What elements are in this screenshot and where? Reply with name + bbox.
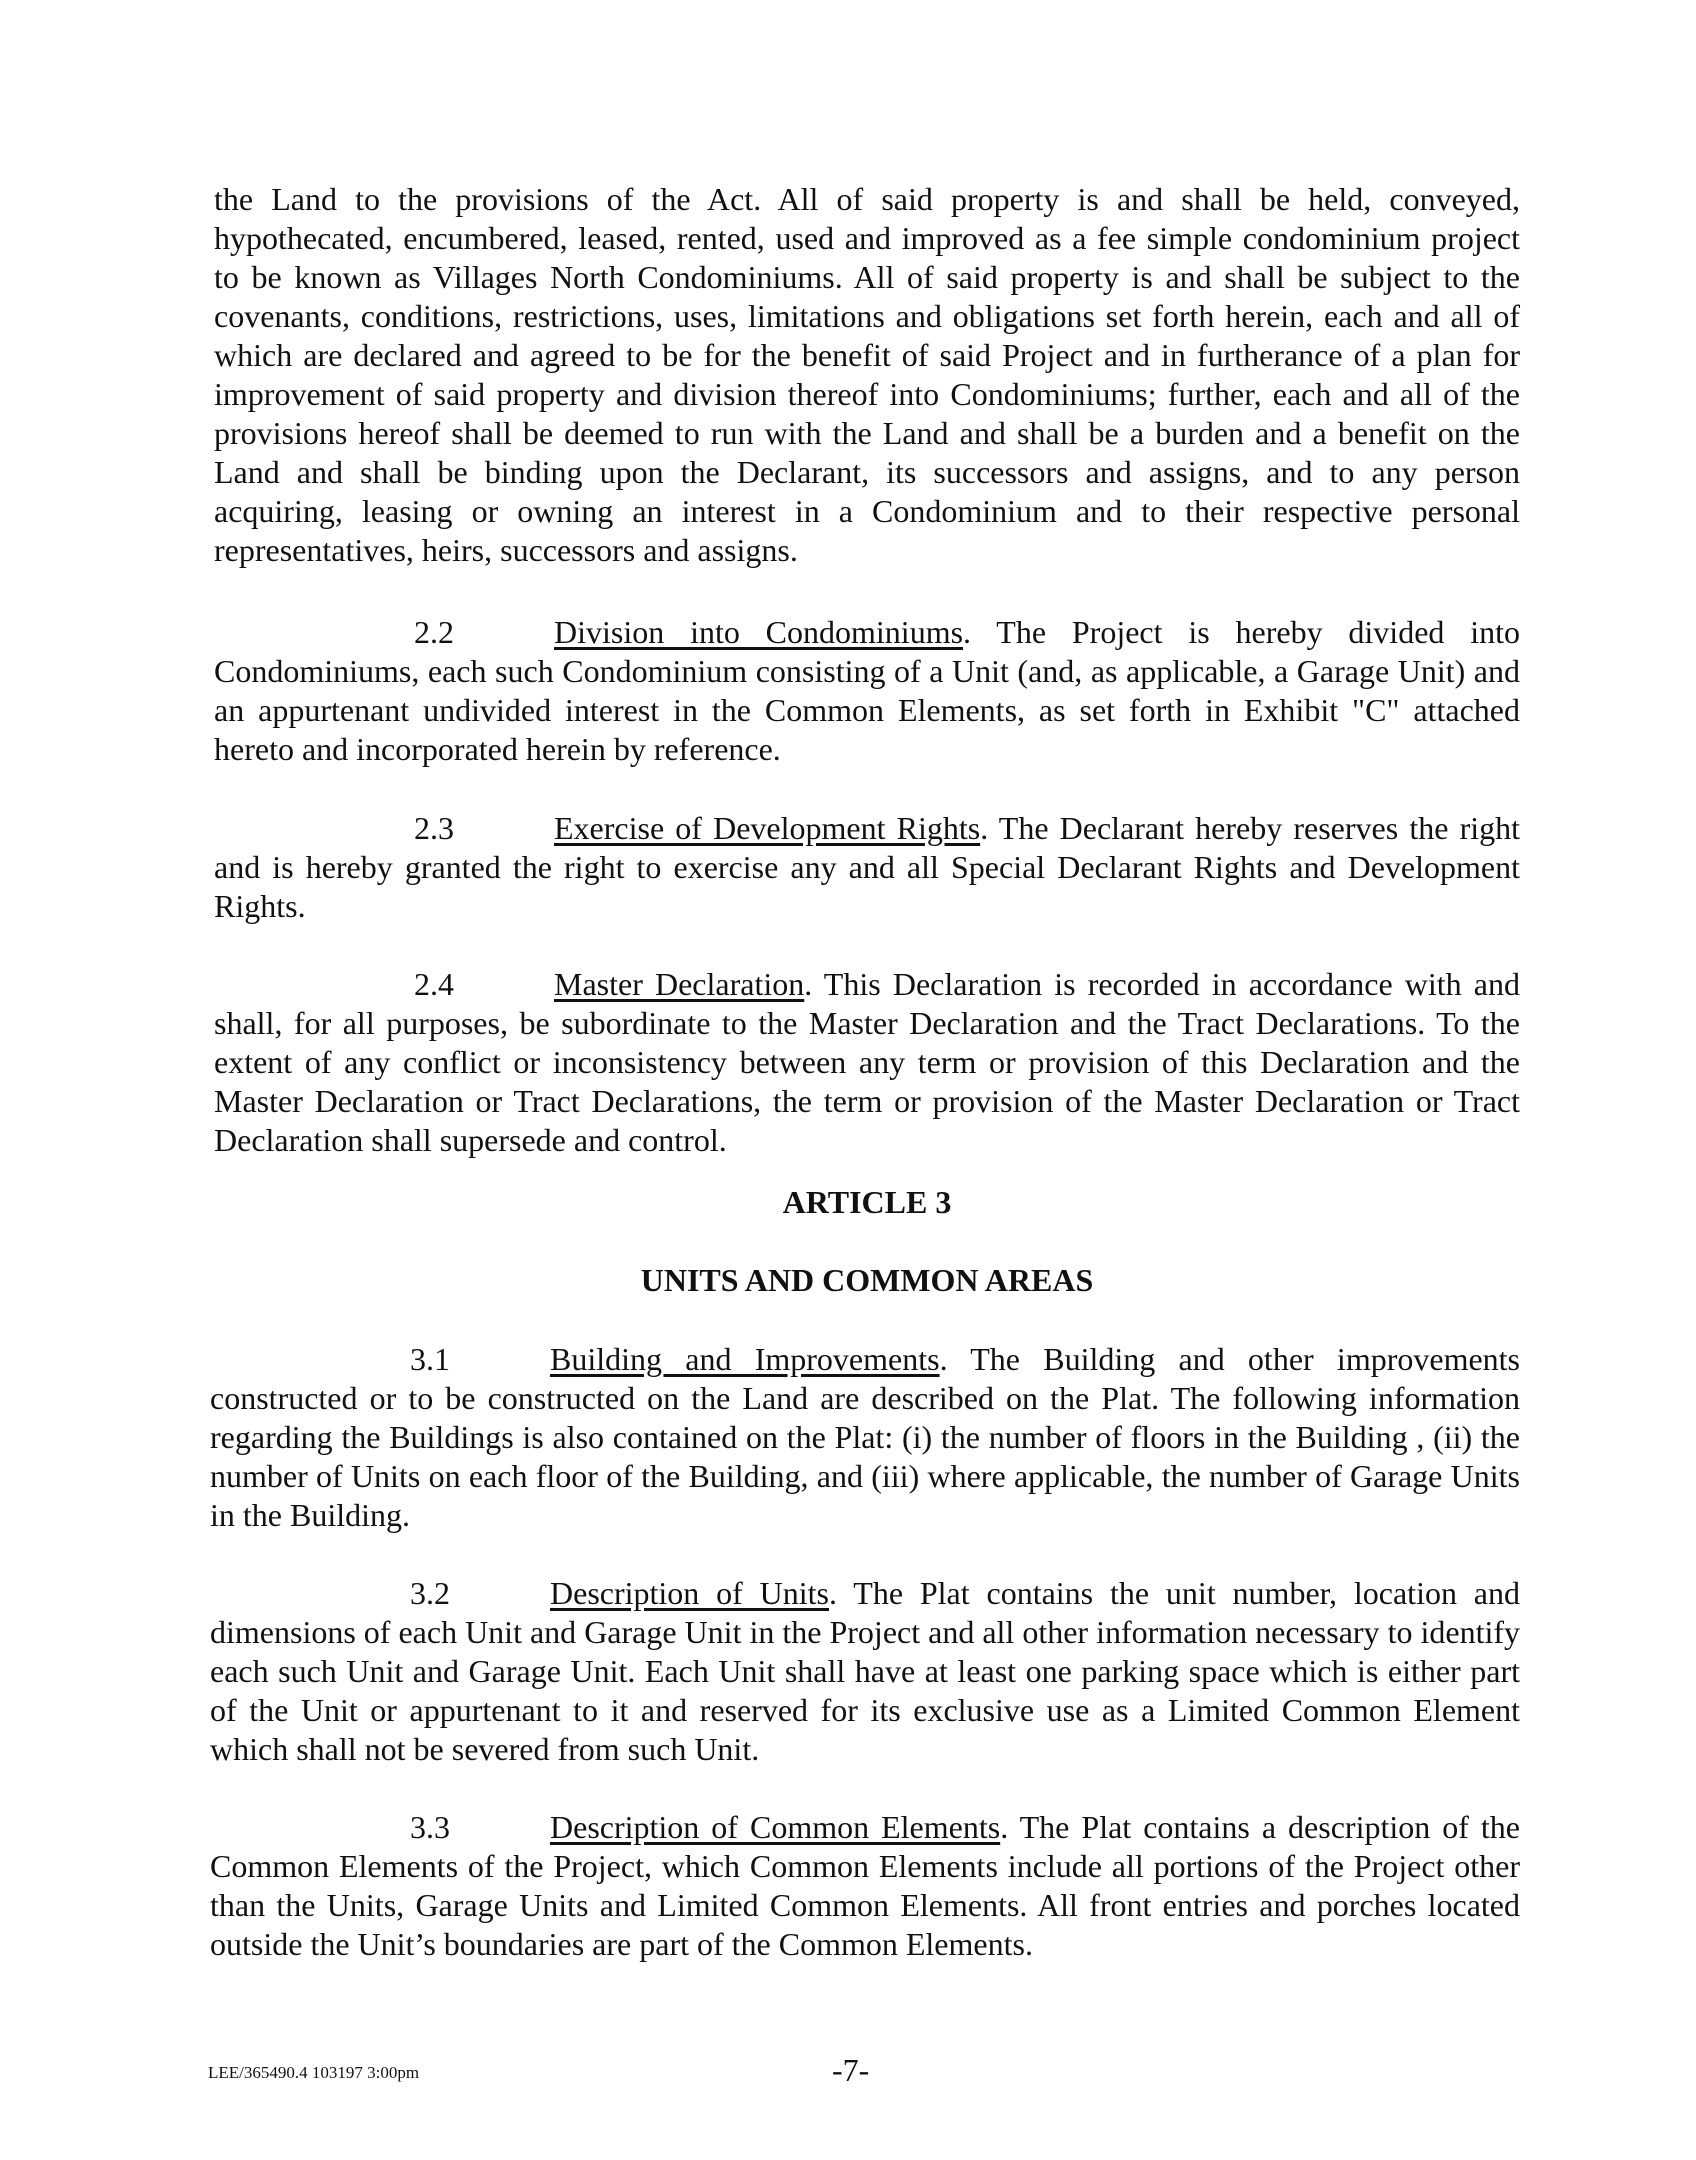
section-body: . The Plat contains a description of the Common Elements of the Project, which Common Elements include all portions of the Project other than the Units, Garage Units and Limited Common Elements. All front entries and porches located outside the Unit’s boundaries are part of the Common Elements. xyxy=(210,1809,1521,1962)
article-title: UNITS AND COMMON AREAS xyxy=(640,1262,1094,1298)
section-body: . The Building and other improvements constructed or to be constructed on the Land are described on the Plat. The following information regarding the Buildings is also contained on the Plat: (i) the number of floors in the Building , (ii) the number of Units on each floor of the Building, and (iii) where applicable, the number of Garage Units in the Building. xyxy=(210,1341,1521,1533)
section-title: Division into Condominiums xyxy=(554,614,964,650)
section-body: . The Project is hereby divided into Condominiums, each such Condominium consisting of a Unit (and, as applicable, a Garage Unit) and an appurtenant undivided interest in the Common Elements, as set forth in Exhibit "C" attached hereto and incorporated herein by reference. xyxy=(214,614,1521,767)
section-number: 3.1 xyxy=(410,1341,450,1377)
document-id: LEE/365490.4 103197 3:00pm xyxy=(208,2063,420,2082)
section-body: . This Declaration is recorded in accordance with and shall, for all purposes, be subordinate to the Master Declaration and the Tract Declarations. To the extent of any conflict or inconsistency between any term or provision of this Declaration and the Master Declaration or Tract Declarations, the term or provision of the Master Declaration or Tract Declaration shall supersede and control. xyxy=(214,966,1521,1158)
section-number: 2.4 xyxy=(414,966,454,1002)
section-3-1 xyxy=(210,1340,1520,1535)
section-number: 2.2 xyxy=(414,614,454,650)
section-number: 3.2 xyxy=(410,1575,450,1611)
section-3-2 xyxy=(210,1574,1520,1769)
section-number: 2.3 xyxy=(414,810,454,846)
article-number: ARTICLE 3 xyxy=(782,1184,952,1220)
section-2-4 xyxy=(214,965,1520,1160)
section-title: Master Declaration xyxy=(554,966,805,1002)
section-title: Description of Units xyxy=(550,1575,829,1611)
section-title: Exercise of Development Rights xyxy=(554,810,981,846)
section-body: . The Declarant hereby reserves the right and is hereby granted the right to exercise any and all Special Declarant Rights and Development Rights. xyxy=(214,810,1520,924)
section-2-2 xyxy=(214,613,1520,769)
section-3-3 xyxy=(210,1808,1520,1964)
section-number: 3.3 xyxy=(410,1809,450,1845)
intro-paragraph: the Land to the provisions of the Act. All of said property is and shall be held, conveyed, hypothecated, encumbered, leased, rented, used and improved as a fee simple condominium project to be known as Villages North Condominiums. All of said property is and shall be subject to the covenants, conditions, restrictions, uses, limitations and obligations set forth herein, each and all of which are declared and agreed to be for the benefit of said Project and in furtherance of a plan for improvement of said property and division thereof into Condominiums; further, each and all of the provisions hereof shall be deemed to run with the Land and shall be a burden and a benefit on the Land and shall be binding upon the Declarant, its successors and assigns, and to any person acquiring, leasing or owning an interest in a Condominium and to their respective personal representatives, heirs, successors and assigns. xyxy=(214,181,1520,568)
section-body: . The Plat contains the unit number, location and dimensions of each Unit and Garage Unit in the Project and all other information necessary to identify each such Unit and Garage Unit. Each Unit shall have at least one parking space which is either part of the Unit or appurtenant to it and reserved for its exclusive use as a Limited Common Element which shall not be severed from such Unit. xyxy=(210,1575,1521,1767)
section-title: Description of Common Elements xyxy=(550,1809,1001,1845)
page-number: -7- xyxy=(832,2052,870,2088)
section-2-3 xyxy=(214,809,1520,926)
section-title: Building and Improvements xyxy=(550,1341,940,1377)
